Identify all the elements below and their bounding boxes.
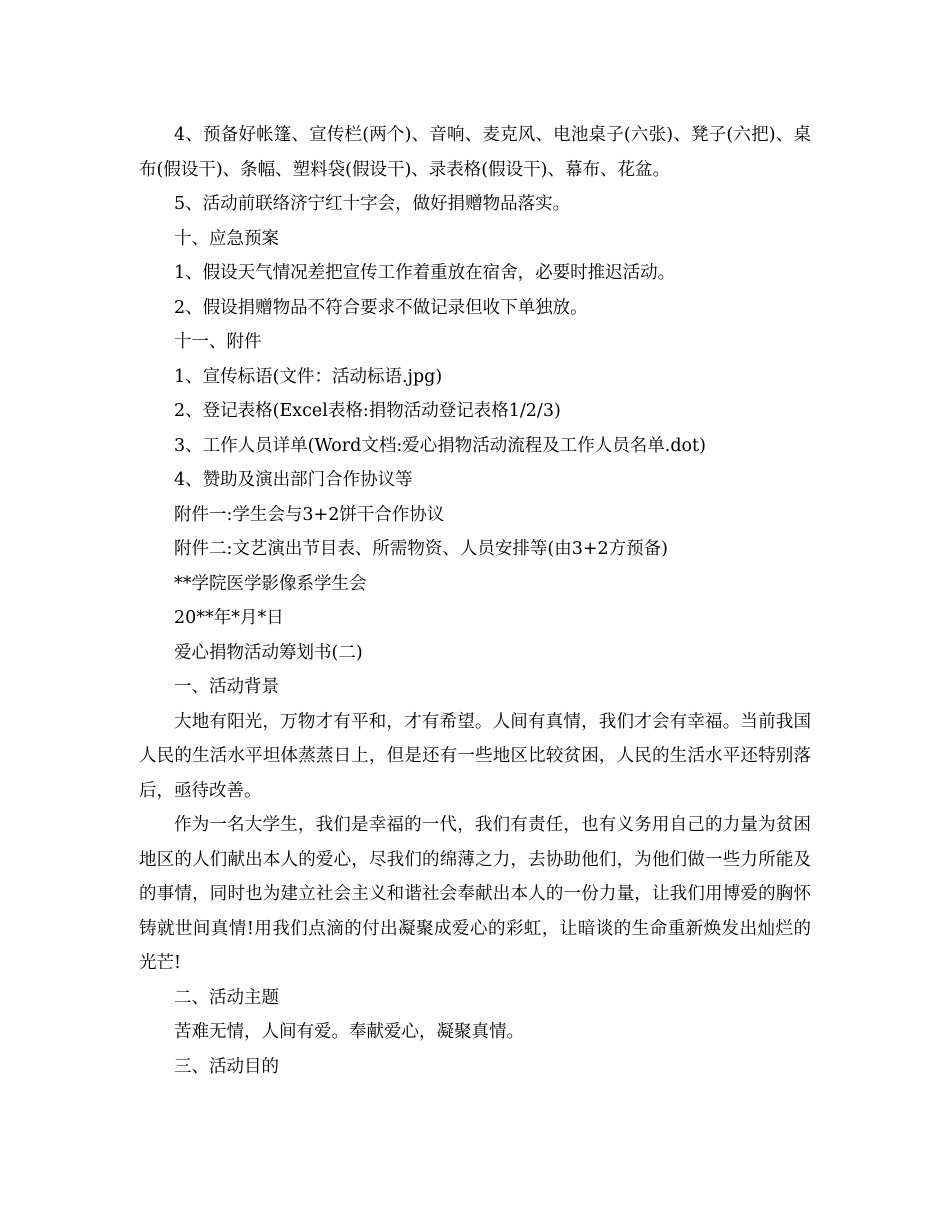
paragraph-preparation-items: 4、预备好帐篷、宣传栏(两个)、音响、麦克风、电池桌子(六张)、凳子(六把)、桌布(假设干)、条幅、塑料袋(假设干)、录表格(假设干)、幕布、花盆。 xyxy=(139,125,811,180)
signature-organization: **学院医学影像系学生会 xyxy=(174,573,367,594)
heading-emergency-plan: 十、应急预案 xyxy=(174,228,279,249)
heading-background: 一、活动背景 xyxy=(174,677,279,697)
attachment-item-staff-list: 3、工作人员详单(Word文档:爱心捐物活动流程及工作人员名单.dot) xyxy=(174,435,706,456)
document-title-part-two: 爱心捐物活动筹划书(二) xyxy=(174,642,363,663)
heading-attachments: 十一、附件 xyxy=(174,332,262,352)
paragraph-weather-plan: 1、假设天气情况差把宣传工作着重放在宿舍，必要时推迟活动。 xyxy=(174,263,676,283)
attachment-item-form: 2、登记表格(Excel表格:捐物活动登记表格1/2/3) xyxy=(174,401,561,421)
document-body xyxy=(139,118,811,1084)
paragraph-responsibility: 作为一名大学生，我们是幸福的一代，我们有责任，也有义务用自己的力量为贫困地区的人们献出本人的爱心，尽我们的绵薄之力，去协助他们，为他们做一些力所能及的事情，同时也为建立社会主义和谐社会奉献出本人的一份力量，让我们用博爱的胸怀铸就世间真情!用我们点滴的付出凝聚成爱心的彩虹，让暗谈的生命重新焕发出灿烂的光芒! xyxy=(139,815,811,973)
signature-date: 20**年*月*日 xyxy=(174,608,284,628)
attachment-two: 附件二:文艺演出节目表、所需物资、人员安排等(由3+2方预备) xyxy=(174,539,668,559)
heading-purpose: 三、活动目的 xyxy=(174,1056,279,1077)
paragraph-contact-red-cross: 5、活动前联络济宁红十字会，做好捐赠物品落实。 xyxy=(174,194,571,214)
paragraph-theme: 苦难无情，人间有爱。奉献爱心，凝聚真情。 xyxy=(174,1022,524,1042)
heading-theme: 二、活动主题 xyxy=(174,987,279,1008)
paragraph-donation-plan: 2、假设捐赠物品不符合要求不做记录但收下单独放。 xyxy=(174,297,588,318)
attachment-one: 附件一:学生会与3+2饼干合作协议 xyxy=(174,504,445,525)
paragraph-background: 大地有阳光，万物才有平和，才有希望。人间有真情，我们才会有幸福。当前我国人民的生活水平坦体蒸蒸日上，但是还有一些地区比较贫困，人民的生活水平还特别落后，亟待改善。 xyxy=(139,711,811,801)
attachment-item-agreements: 4、赞助及演出部门合作协议等 xyxy=(174,470,413,490)
attachment-item-slogan: 1、宣传标语(文件：活动标语.jpg) xyxy=(174,366,443,387)
